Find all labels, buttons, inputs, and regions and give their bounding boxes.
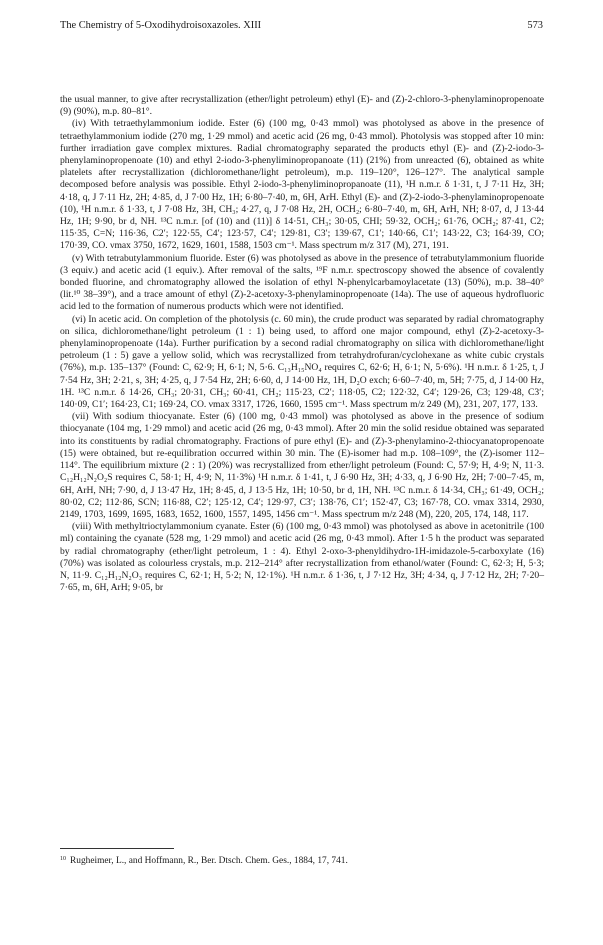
running-title: The Chemistry of 5-Oxodihydroisoxazoles. XIII (60, 20, 262, 31)
paragraph-methyltrioctylammonium-cyanate: (viii) With methyltrioctylammonium cyanate. Ester (6) (100 mg, 0·43 mmol) was photolysed as above in acetonitrile (100 ml) containing the cyanate (528 mg, 1·29 mmol) and acetic acid (26 mg, 0·43 mmol). After 1·5 h the product was separated by radial chromatography (ether/light petroleum, 1 : 4). Ethyl 2-oxo-3-phenyldihydro-1H-imidazole-5-carboxylate (16) (70%) was isolated as colourless crystals, m.p. 212–214° after recrystallization from ethanol/water (Found: C, 62·3; H, 5·3; N, 11·9. C₁₂H₁₂N₂O₃ requires C, 62·1; H, 5·2; N, 12·1%). ¹H n.m.r. δ 1·36, t, J 7·12 Hz, 3H; 4·34, q, J 7·12 Hz, 2H; 7·20–7·65, m, 6H, ArH; 9·05, br (60, 521, 544, 594)
running-header (60, 20, 543, 34)
paragraph-continuation: the usual manner, to give after recrystallization (ether/light petroleum) ethyl (E)- and (Z)-2-chloro-3-phenylaminopropenoate (9) (90%), m.p. 80–81°. (60, 94, 544, 118)
footnote-marker: 10 (60, 855, 66, 862)
article-body (60, 94, 544, 594)
footnote-text: Rugheimer, L., and Hoffmann, R., Ber. Dtsch. Chem. Ges., 1884, 17, 741. (70, 856, 348, 866)
paragraph-acetic-acid: (vi) In acetic acid. On completion of the photolysis (c. 60 min), the crude product was separated by radial chromatography on silica, dichloromethane/light petroleum (1 : 1) being used, to afford one major compound, ethyl (Z)-2-acetoxy-3-phenylaminopropenoate (14a). Further purification by a second radial chromatography on silica with dichloromethane/light petroleum (1 : 5) gave a yellow solid, which was recrystallized from tetrahydrofuran/cyclohexane as white cubic crystals (76%), m.p. 135–137° (Found: C, 62·9; H, 6·1; N, 5·6. C₁₃H₁₅NO₄ requires C, 62·6; H, 6·1; N, 5·6%). ¹H n.m.r. δ 1·25, t, J 7·54 Hz, 3H; 2·21, s, 3H; 4·25, q, J 7·54 Hz, 2H; 6·60, d, J 14·00 Hz, 1H, D₂O exch; 6·60–7·40, m, 5H; 7·75, d, J 14·00 Hz, 1H. ¹³C n.m.r. δ 14·26, CH₃; 20·31, CH₃; 60·41, CH₂; 115·23, C2′; 118·05, C2; 122·32, C4′; 129·26, C3; 129·48, C3′; 140·09, C1′; 164·23, C1; 169·24, CO. νmax 3317, 1726, 1660, 1595 cm⁻¹. Mass spectrum m/z 249 (M), 231, 207, 177, 133. (60, 313, 544, 411)
paragraph-tetraethylammonium-iodide: (iv) With tetraethylammonium iodide. Ester (6) (100 mg, 0·43 mmol) was photolysed as above in the presence of tetraethylammonium iodide (270 mg, 1·29 mmol) and acetic acid (26 mg, 0·43 mmol). Photolysis was stopped after 10 min: further irradiation gave complex mixtures. Radial chromatography separated the products ethyl (E)- and (Z)-2-iodo-3-phenylaminopropenoate (10) and ethyl 2-iodo-3-phenyliminopropanoate (11) (21%) from unreacted (6), obtained as white platelets after recrystallization (dichloromethane/light petroleum), m.p. 119–120°, 126–127°. The analytical sample decomposed before analysis was possible. Ethyl 2-iodo-3-phenyliminopropanoate (11), ¹H n.m.r. δ 1·31, t, J 7·11 Hz, 3H; 4·18, q, J 7·11 Hz, 2H; 4·85, d, J 7·00 Hz, 1H; 6·80–7·40, m, 6H, ArH. Ethyl (E)- and (Z)-2-iodo-3-phenylaminopropenoate (10), ¹H n.m.r. δ 1·33, t, J 7·08 Hz, 3H, CH₃; 4·27, q, J 7·08 Hz, 2H, OCH₂; 6·80–7·40, m, 6H, ArH, NH; 8·07, d, J 13·44 Hz, 1H; 9·90, br d, NH. ¹³C n.m.r. [of (10) and (11)] δ 14·51, CH₃; 30·05, CHI; 59·32, OCH₂; 61·76, OCH₂; 87·41, C2; 115·35, C=N; 116·36, C2′; 122·55, C4′; 123·57, C4′; 129·81, C3′; 139·67, C1′; 140·66, C1′; 143·22, C3; 164·39, CO; 170·39, CO. νmax 3750, 1672, 1629, 1601, 1588, 1503 cm⁻¹. Mass spectrum m/z 317 (M), 271, 191. (60, 118, 544, 252)
page-number: 573 (527, 20, 543, 31)
footnote-rule (60, 848, 174, 849)
paragraph-sodium-thiocyanate: (vii) With sodium thiocyanate. Ester (6) (100 mg, 0·43 mmol) was photolysed as above in the presence of sodium thiocyanate (104 mg, 1·29 mmol) and acetic acid (26 mg, 0·43 mmol). After 20 min the solid residue obtained was separated into its constituents by radial chromatography. Fractions of pure ethyl (E)- and (Z)-3-phenylamino-2-thiocyanatopropenoate (15) were obtained, but re-equilibration occurred within 30 min. The (E)-isomer had m.p. 108–109°, the (Z)-isomer 112–114°. The equilibrium mixture (2 : 1) (20%) was recrystallized from ether/light petroleum (Found: C, 57·9; H, 4·9; N, 11·3. C₁₂H₁₂N₂O₂S requires C, 58·1; H, 4·9; N, 11·3%) ¹H n.m.r. δ 1·41, t, J 6·90 Hz, 3H; 4·33, q, J 6·90 Hz, 2H; 7·00–7·45, m, 6H, ArH, NH; 7·90, d, J 13·47 Hz, 1H; 8·45, d, J 13·5 Hz, 1H; 10·50, br d, 1H, NH. ¹³C n.m.r. δ 14·34, CH₃; 61·49, OCH₂; 80·02, C2; 112·86, SCN; 116·88, C2′; 125·12, C4′; 129·97, C3′; 138·76, C1′; 152·47, C3; 167·78, CO. νmax 3314, 2930, 2149, 1703, 1699, 1695, 1683, 1652, 1600, 1557, 1495, 1456 cm⁻¹. Mass spectrum m/z 248 (M), 220, 205, 174, 148, 117. (60, 411, 544, 520)
footnote (60, 855, 544, 867)
paragraph-tetrabutylammonium-fluoride: (v) With tetrabutylammonium fluoride. Ester (6) was photolysed as above in the presence of tetrabutylammonium fluoride (3 equiv.) and acetic acid (1 equiv.). After removal of the salts, ¹⁹F n.m.r. spectroscopy showed the absence of covalently bonded fluorine, and chromatography allowed the isolation of ethyl N-phenylcarbamoylacetate (13) (50%), m.p. 38–40° (lit.¹⁰ 38–39°), and a trace amount of ethyl (Z)-2-acetoxy-3-phenylaminopropenoate (14a). The use of aqueous hydrofluoric acid led to the formation of numerous products which were not identified. (60, 252, 544, 313)
